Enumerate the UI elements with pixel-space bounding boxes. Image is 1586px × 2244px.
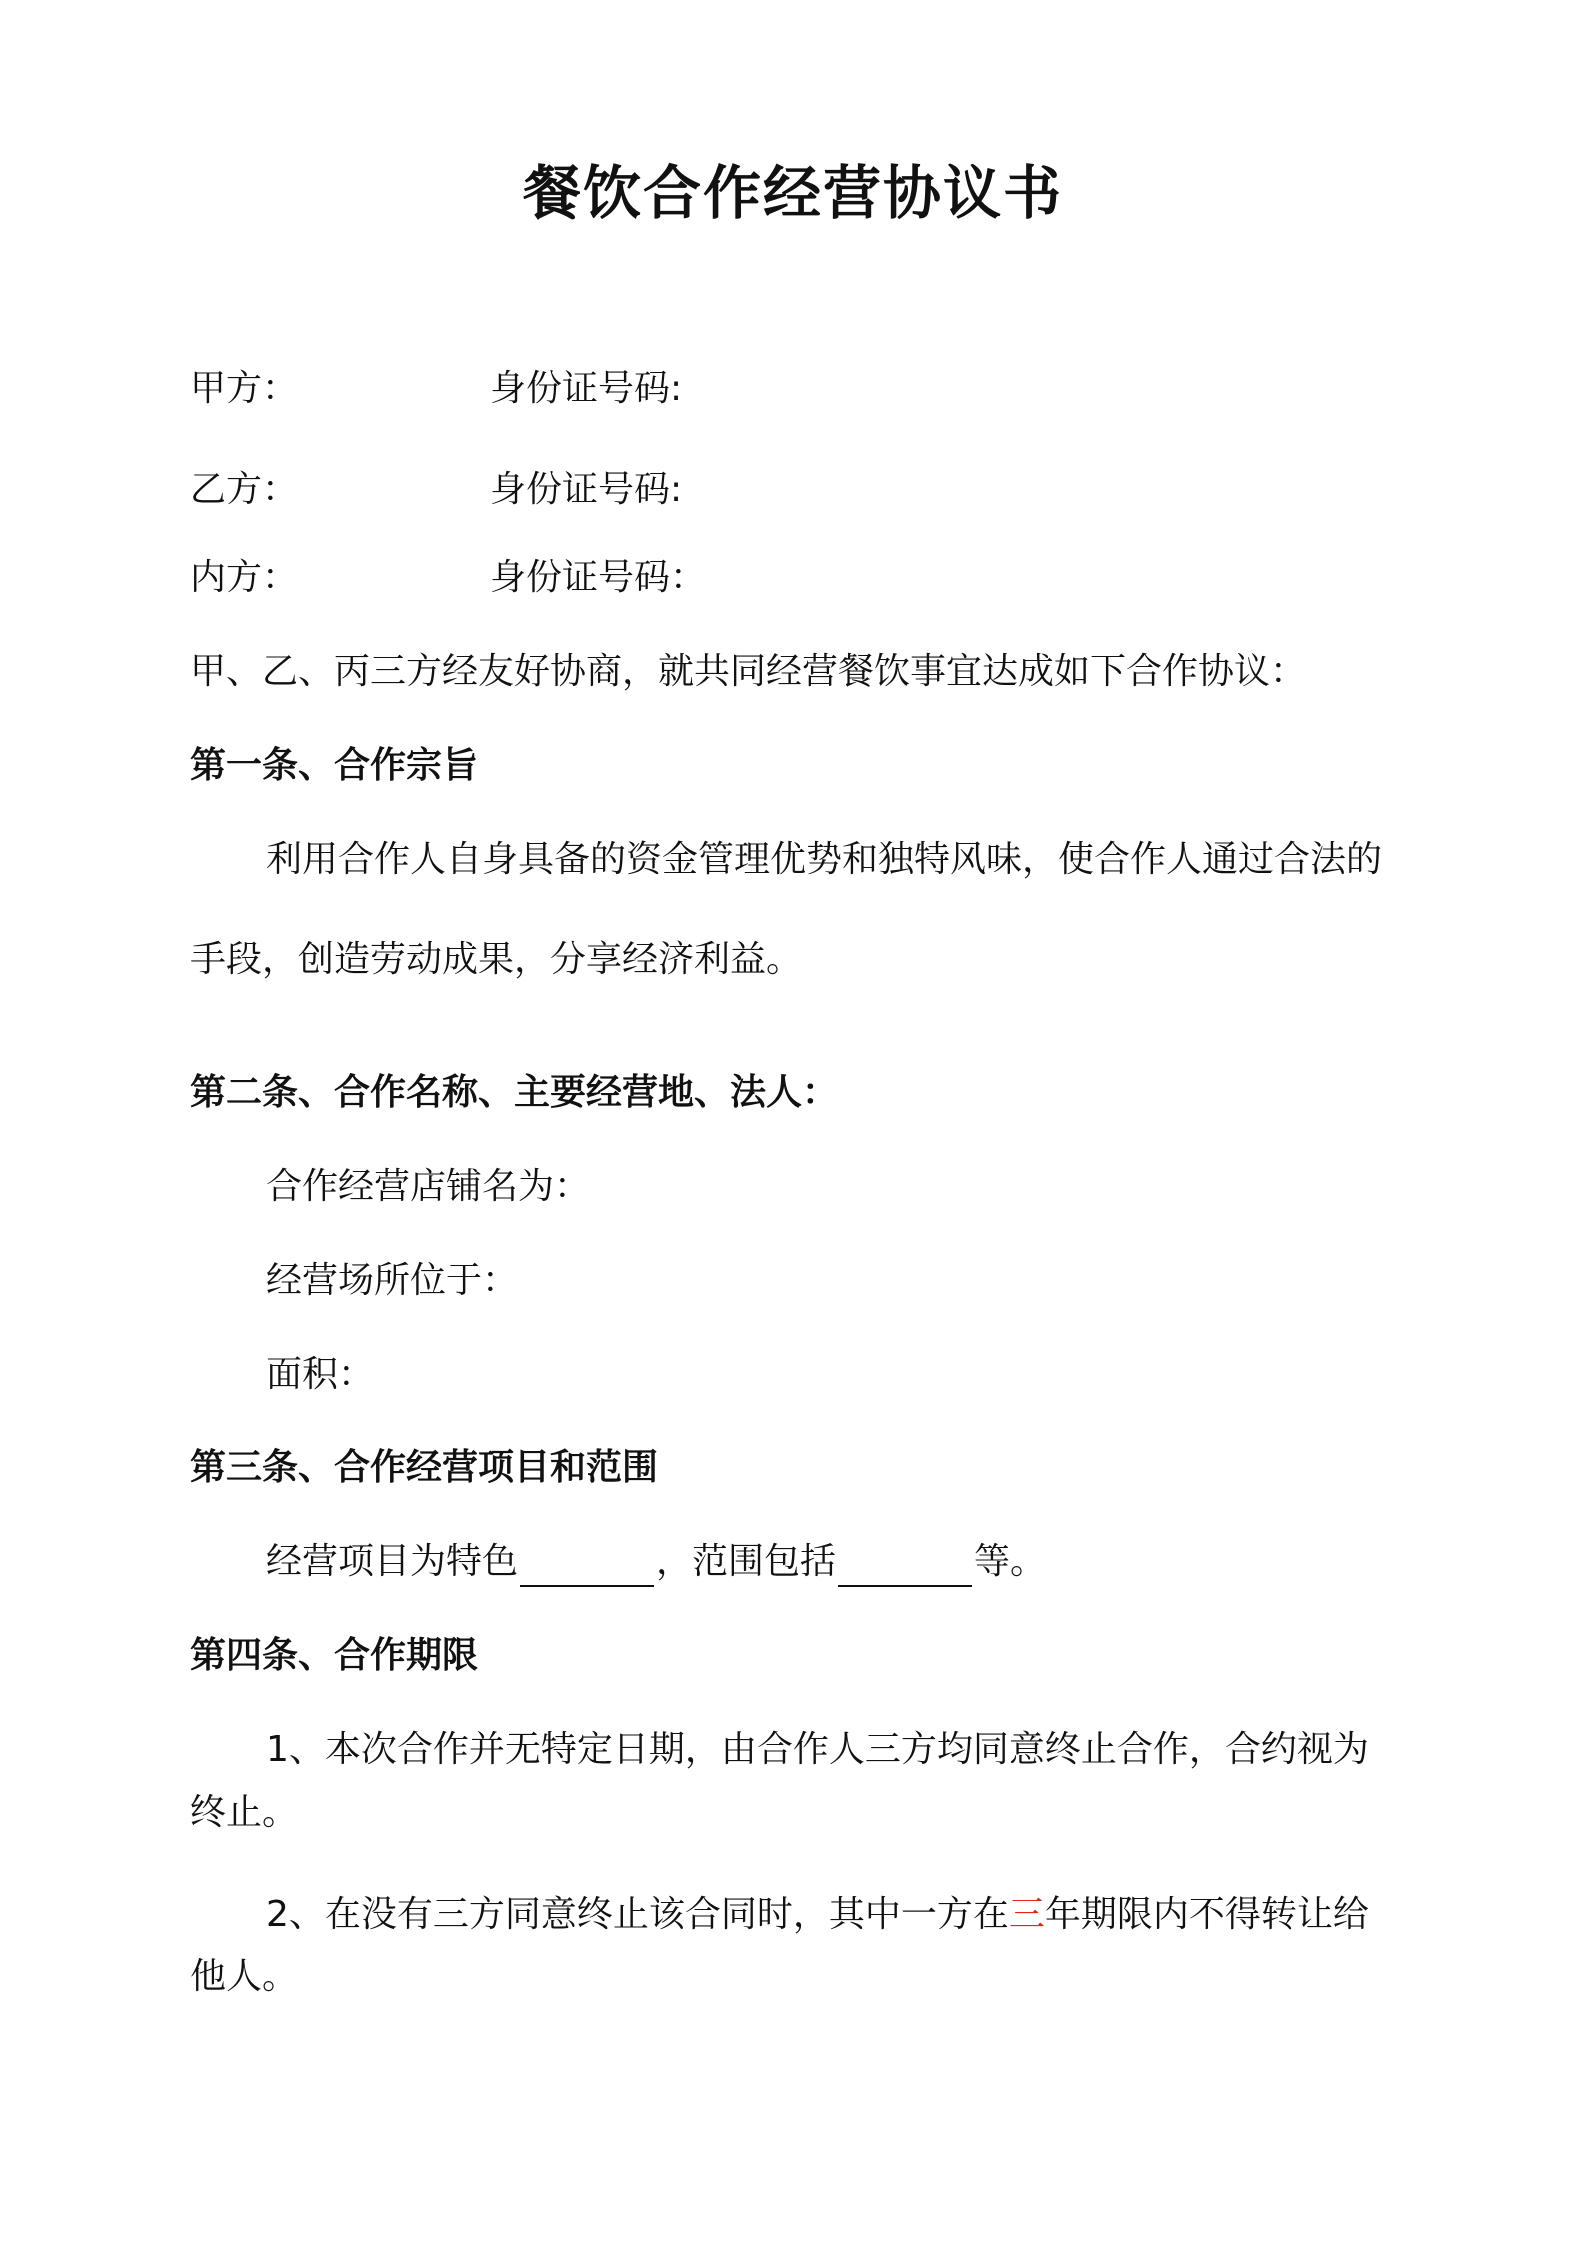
party-c-label: 内方：	[190, 557, 299, 598]
scope-text: ，范围包括	[656, 1541, 837, 1582]
article-3-text	[266, 1537, 1046, 1587]
article-4-item-2-line-2: 他人。	[190, 1956, 299, 1997]
party-b-id-label: 身份证号码:	[490, 469, 683, 510]
party-b-label: 乙方：	[190, 469, 299, 510]
article-4-item-1-line-1: 1、本次合作并无特定日期，由合作人三方均同意终止合作，合约视为	[266, 1729, 1369, 1770]
article-2-heading: 第二条、合作名称、主要经营地、法人：	[190, 1072, 839, 1113]
business-item-blank	[520, 1549, 654, 1587]
party-a-id-label: 身份证号码:	[490, 368, 683, 409]
item-2-text-a: 2、在没有三方同意终止该合同时，其中一方在	[266, 1894, 1009, 1935]
article-4-item-2-line-1	[266, 1890, 1369, 1940]
location-label: 经营场所位于：	[266, 1260, 519, 1301]
party-a-label: 甲方：	[190, 368, 299, 409]
highlight-years: 三	[1008, 1894, 1045, 1935]
business-item-text: 经营项目为特色	[266, 1541, 519, 1582]
area-label: 面积：	[266, 1354, 375, 1395]
intro-paragraph: 甲、乙、丙三方经友好协商，就共同经营餐饮事宜达成如下合作协议：	[190, 651, 1307, 692]
article-1-line-1: 利用合作人自身具备的资金管理优势和独特风味，使合作人通过合法的	[266, 839, 1383, 880]
scope-suffix: 等。	[974, 1541, 1047, 1582]
shop-name-label: 合作经营店铺名为：	[266, 1166, 591, 1207]
article-1-heading: 第一条、合作宗旨	[190, 745, 479, 786]
article-4-item-1-line-2: 终止。	[190, 1792, 299, 1833]
document-title: 餐饮合作经营协议书	[522, 159, 1063, 227]
article-3-heading: 第三条、合作经营项目和范围	[190, 1447, 659, 1488]
article-1-line-2: 手段，创造劳动成果，分享经济利益。	[190, 939, 803, 980]
scope-blank	[838, 1549, 972, 1587]
party-c-id-label: 身份证号码：	[490, 557, 707, 598]
article-4-heading: 第四条、合作期限	[190, 1635, 479, 1676]
item-2-text-b: 年期限内不得转让给	[1044, 1894, 1369, 1935]
